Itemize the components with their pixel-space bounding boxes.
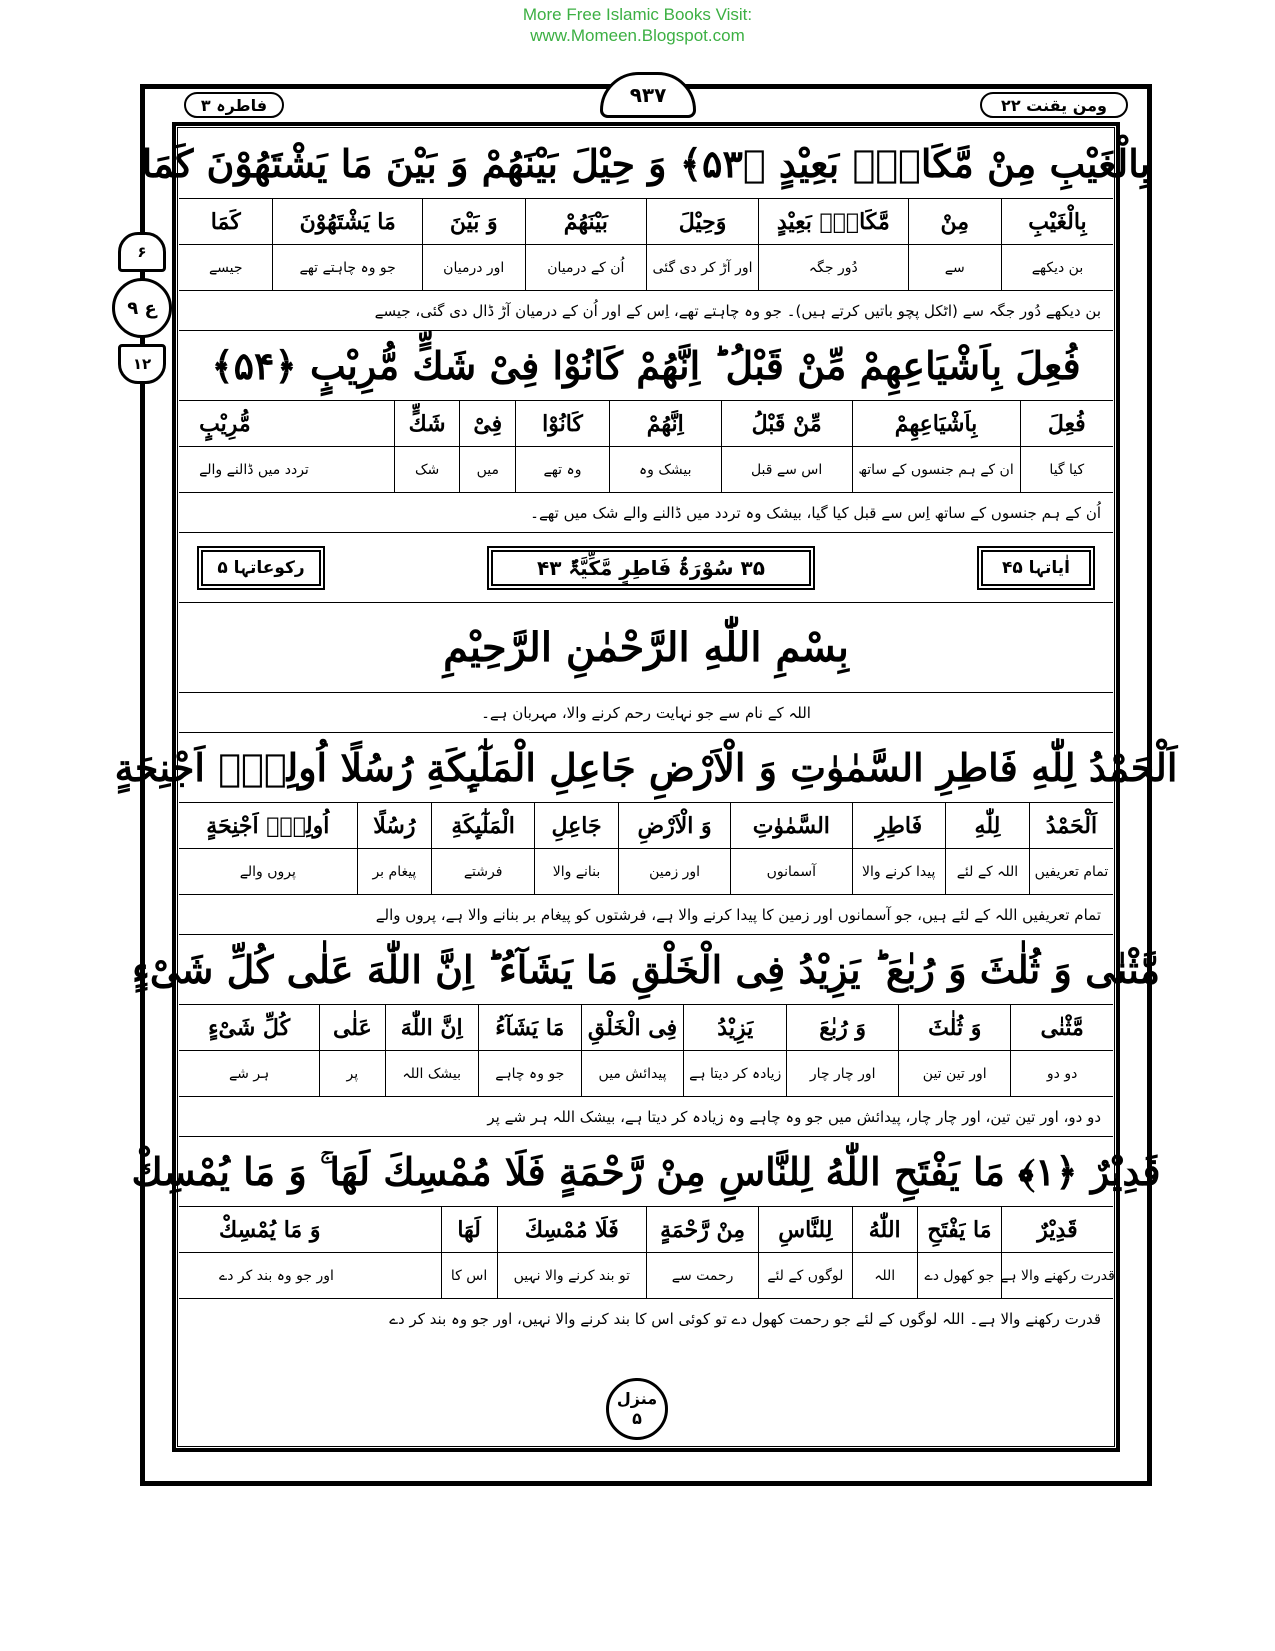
meaning-cell: جو کھول دے: [917, 1253, 1001, 1298]
word-cell: یَزِیْدُ: [683, 1005, 786, 1050]
word-cell: كَمَا: [210, 208, 241, 235]
word-cell: اِنَّ اللّٰهَ: [385, 1005, 478, 1050]
word-cell: مِنْ رَّحْمَةٍ: [646, 1207, 758, 1252]
side-marker-ruku: ع ۹: [112, 278, 172, 338]
ayah-line: اَلْحَمْدُ لِلّٰهِ فَاطِرِ السَّمٰوٰتِ وَ الْاَرْضِ جَاعِلِ الْمَلٰٓىِٕكَةِ رُسُلًا اُولِیْۤ اَجْنِحَةٍ: [179, 733, 1113, 803]
meaning-cell: رحمت سے: [646, 1253, 758, 1298]
word-cell: وَ ثُلٰثَ: [898, 1005, 1010, 1050]
meaning-cell: تردد میں ڈالنے والے: [199, 461, 309, 478]
word-cell: مُّرِیْبٍ: [199, 410, 251, 437]
translation-line: اُن کے ہم جنسوں کے ساتھ اِس سے قبل کیا گیا، بیشک وہ تردد میں ڈالنے والے شک میں تھے۔: [179, 493, 1113, 533]
word-cell: وَ الْاَرْضِ: [618, 803, 730, 848]
header-para-label: ومن یقنت ۲۲: [980, 92, 1128, 118]
meaning-cell: لوگوں کے لئے: [758, 1253, 851, 1298]
word-cell: فَاطِرِ: [852, 803, 945, 848]
word-cell: لِلّٰهِ: [945, 803, 1029, 848]
meaning-cell: بیشک اللہ: [385, 1051, 478, 1096]
word-cell: اِنَّهُمْ: [609, 401, 721, 446]
meaning-row: [179, 849, 1113, 895]
meaning-cell: دو دو: [1010, 1051, 1113, 1096]
word-cell: عَلٰى: [319, 1005, 384, 1050]
surah-header: [179, 533, 1113, 603]
word-cell: فُعِلَ: [1020, 401, 1113, 446]
meaning-cell: اللہ کے لئے: [945, 849, 1029, 894]
translation-line: دو دو، اور تین تین، اور چار چار، پیدائش میں جو وہ چاہے وہ زیادہ کر دیتا ہے، بیشک اللہ ہر شے پر: [179, 1097, 1113, 1137]
ayah-line: فُعِلَ بِاَشْیَاعِهِمْ مِّنْ قَبْلُ ؕ اِنَّهُمْ كَانُوْا فِیْ شَكٍّ مُّرِیْبٍ ﴿۵۴﴾: [179, 331, 1113, 401]
word-row: [179, 1207, 1113, 1253]
meaning-cell: اور تین تین: [898, 1051, 1010, 1096]
meaning-cell: جو وہ چاہے: [478, 1051, 581, 1096]
meaning-cell: اُن کے درمیان: [525, 245, 646, 290]
word-cell: اللّٰهُ: [852, 1207, 917, 1252]
word-cell: فِیْ: [459, 401, 515, 446]
ruku-count-box: رکوعاتہا ۵: [201, 550, 321, 586]
meaning-cell: اور درمیان: [422, 245, 525, 290]
meaning-cell: فرشتے: [431, 849, 534, 894]
meaning-cell: بنانے والا: [534, 849, 618, 894]
ayah-line: بِالْغَیْبِ مِنْ مَّكَانٍۭ بَعِیْدٍ ﴿۵۳﴾ وَ حِیْلَ بَیْنَهُمْ وَ بَیْنَ مَا یَشْتَهُوْنَ كَمَا: [179, 129, 1113, 199]
meaning-cell: اور آڑ کر دی گئی: [646, 245, 758, 290]
word-cell: مَّكَانٍۭ بَعِیْدٍ: [758, 199, 907, 244]
word-cell: فَلَا مُمْسِكَ: [497, 1207, 646, 1252]
word-cell: قَدِیْرٌ: [1001, 1207, 1113, 1252]
word-cell: لَهَا: [441, 1207, 497, 1252]
meaning-cell: پروں والے: [239, 863, 296, 880]
ayat-count-box: اٰیاتہا ۴۵: [981, 550, 1091, 586]
meaning-cell: کیا گیا: [1020, 447, 1113, 492]
word-cell: وَ بَیْنَ: [422, 199, 525, 244]
bismillah-translation: اللہ کے نام سے جو نہایت رحم کرنے والا، مہربان ہے۔: [179, 693, 1113, 733]
manzil-number: ۵: [632, 1409, 642, 1428]
translation-line: قدرت رکھنے والا ہے۔ اللہ لوگوں کے لئے جو رحمت کھول دے تو کوئی اس کا بند کرنے والا نہیں، اور جو وہ بند کر دے: [389, 1310, 1101, 1328]
word-cell: وَ مَا یُمْسِكْ: [219, 1216, 321, 1243]
word-cell: الْمَلٰٓىِٕكَةِ: [431, 803, 534, 848]
manzil-marker: [606, 1378, 668, 1440]
meaning-cell: اس سے قبل: [721, 447, 852, 492]
bismillah: بِسْمِ اللّٰهِ الرَّحْمٰنِ الرَّحِیْمِ: [179, 603, 1113, 693]
meaning-cell: وہ تھے: [515, 447, 608, 492]
word-cell: اُولِیْۤ اَجْنِحَةٍ: [206, 812, 330, 839]
meaning-cell: شک: [394, 447, 459, 492]
word-row: [179, 803, 1113, 849]
meaning-row: [179, 1051, 1113, 1097]
translation-line: تمام تعریفیں اللہ کے لئے ہیں، جو آسمانوں اور زمین کا پیدا کرنے والا ہے، فرشتوں کو پیغام بر بنانے والا ہے، پروں والے: [179, 895, 1113, 935]
meaning-cell: اور جو وہ بند کر دے: [219, 1267, 334, 1284]
side-marker-top: ۶: [118, 232, 166, 272]
word-cell: رُسُلًا: [357, 803, 432, 848]
meaning-cell: اور زمین: [618, 849, 730, 894]
ayah-line: مَّثْنٰى وَ ثُلٰثَ وَ رُبٰعَ ؕ یَزِیْدُ فِی الْخَلْقِ مَا یَشَآءُ ؕ اِنَّ اللّٰهَ عَلٰى كُلِّ شَیْءٍ: [179, 935, 1113, 1005]
meaning-cell: آسمانوں: [730, 849, 851, 894]
word-cell: مِّنْ قَبْلُ: [721, 401, 852, 446]
promo-banner[interactable]: [0, 4, 1275, 46]
word-cell: السَّمٰوٰتِ: [730, 803, 851, 848]
word-cell: مَا یَشْتَهُوْنَ: [272, 199, 421, 244]
meaning-cell: بن دیکھے: [1001, 245, 1113, 290]
word-cell: جَاعِلِ: [534, 803, 618, 848]
word-cell: بِالْغَیْبِ: [1001, 199, 1113, 244]
meaning-cell: اس کا: [441, 1253, 497, 1298]
meaning-row: [179, 447, 1113, 493]
meaning-cell: تو بند کرنے والا نہیں: [497, 1253, 646, 1298]
page-number: ۹۳۷: [600, 72, 696, 118]
word-cell: مَا یَفْتَحِ: [917, 1207, 1001, 1252]
surah-title-box: ۳۵ سُوْرَۃُ فَاطِرٍ مَّكِّیَّۃٌ ۴۳: [491, 550, 811, 586]
word-cell: اَلْحَمْدُ: [1029, 803, 1113, 848]
word-cell: وَحِیْلَ: [646, 199, 758, 244]
word-cell: بِاَشْیَاعِهِمْ: [852, 401, 1020, 446]
word-cell: لِلنَّاسِ: [758, 1207, 851, 1252]
meaning-row: [179, 245, 1113, 291]
promo-line-1: More Free Islamic Books Visit:: [522, 5, 753, 24]
manzil-label: منزل: [616, 1389, 658, 1408]
meaning-cell: سے: [908, 245, 1001, 290]
word-cell: كَانُوْا: [515, 401, 608, 446]
meaning-cell: ہر شے: [228, 1065, 270, 1082]
meaning-cell: اور چار چار: [786, 1051, 898, 1096]
word-cell: مِنْ: [908, 199, 1001, 244]
meaning-cell: پیدائش میں: [581, 1051, 684, 1096]
meaning-cell: پر: [319, 1051, 384, 1096]
word-row: [179, 1005, 1113, 1051]
meaning-cell: اللہ: [852, 1253, 917, 1298]
header-surah-label: فاطرہ ۳: [184, 92, 284, 118]
meaning-cell: بیشک وہ: [609, 447, 721, 492]
meaning-cell: جو وہ چاہتے تھے: [272, 245, 421, 290]
word-cell: مَا یَشَآءُ: [478, 1005, 581, 1050]
word-cell: كُلِّ شَیْءٍ: [208, 1014, 291, 1041]
translation-line: بن دیکھے دُور جگہ سے (اٹکل پچو باتیں کرتے ہیں)۔ جو وہ چاہتے تھے، اِس کے اور اُن کے درمیان آڑ ڈال دی گئی، جیسے: [179, 291, 1113, 331]
meaning-cell: تمام تعریفیں: [1029, 849, 1113, 894]
meaning-row: [179, 1253, 1113, 1299]
word-row: [179, 199, 1113, 245]
side-marker-bottom: ۱۲: [118, 344, 166, 384]
word-cell: مَّثْنٰى: [1010, 1005, 1113, 1050]
meaning-cell: جیسے: [208, 259, 243, 276]
meaning-cell: قدرت رکھنے والا ہے: [1001, 1253, 1113, 1298]
ayah-line: قَدِیْرٌ ﴿۱﴾ مَا یَفْتَحِ اللّٰهُ لِلنَّاسِ مِنْ رَّحْمَةٍ فَلَا مُمْسِكَ لَهَا ۚ وَ مَا یُمْسِكْ: [179, 1137, 1113, 1207]
word-row: [179, 401, 1113, 447]
meaning-cell: دُور جگہ: [758, 245, 907, 290]
meaning-cell: میں: [459, 447, 515, 492]
word-cell: وَ رُبٰعَ: [786, 1005, 898, 1050]
word-cell: شَكٍّ: [394, 401, 459, 446]
word-cell: بَیْنَهُمْ: [525, 199, 646, 244]
meaning-cell: زیادہ کر دیتا ہے: [683, 1051, 786, 1096]
meaning-cell: پیدا کرنے والا: [852, 849, 945, 894]
meaning-cell: پیغام بر: [357, 849, 432, 894]
meaning-cell: ان کے ہم جنسوں کے ساتھ: [852, 447, 1020, 492]
promo-link[interactable]: www.Momeen.Blogspot.com: [530, 26, 745, 45]
word-cell: فِی الْخَلْقِ: [581, 1005, 684, 1050]
